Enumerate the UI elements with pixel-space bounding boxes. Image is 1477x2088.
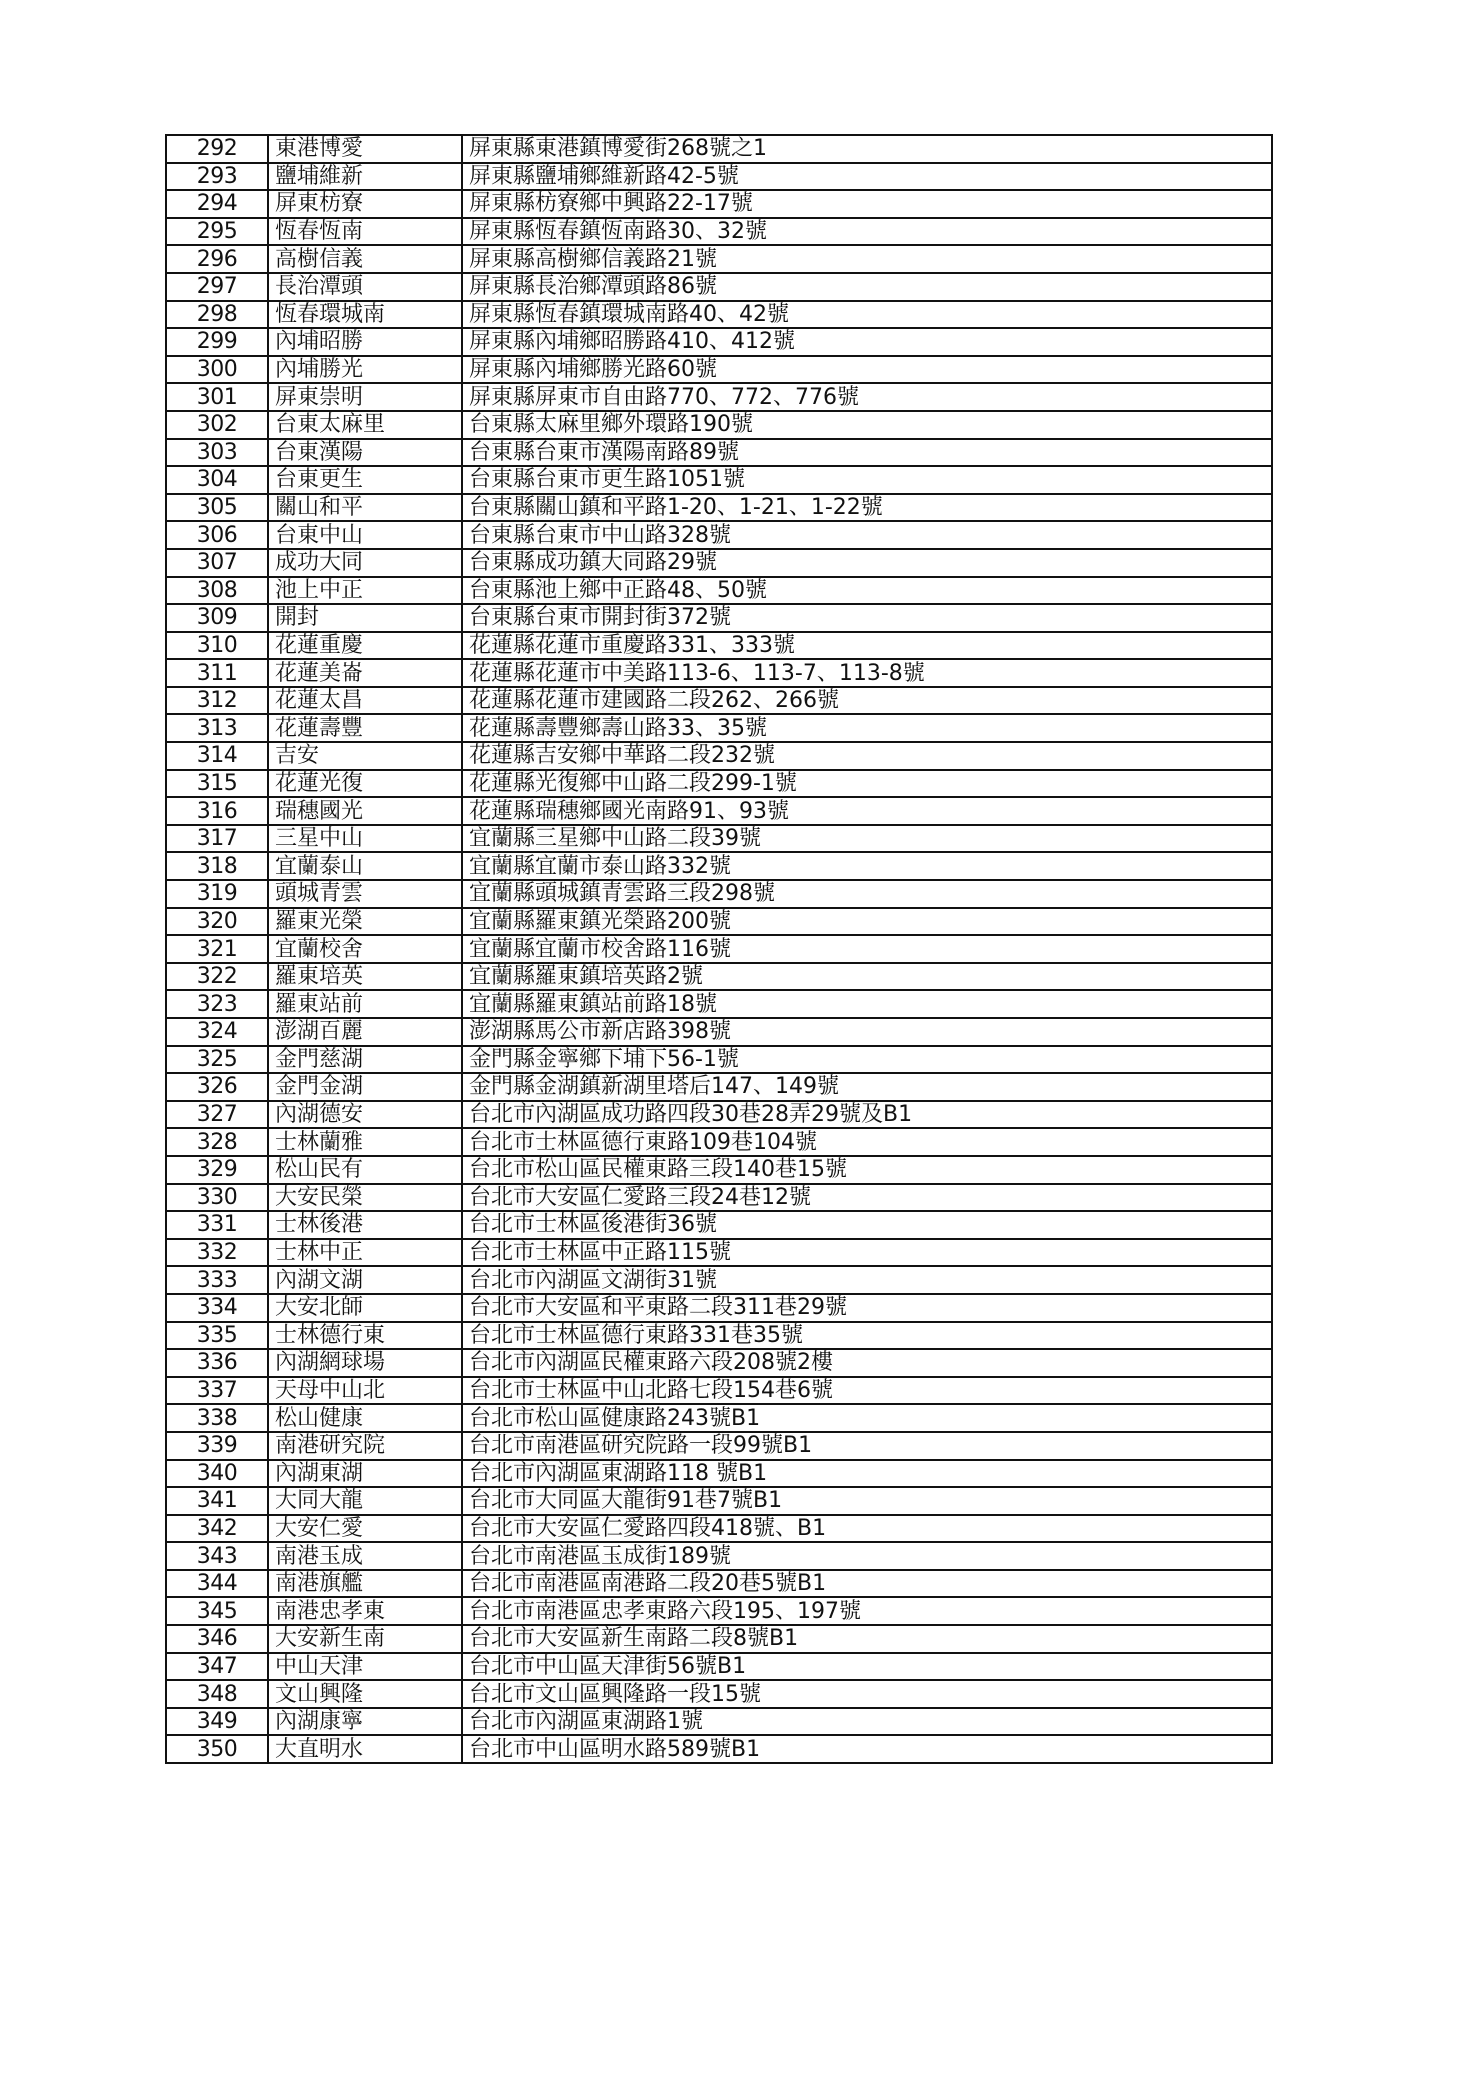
table-row [166, 1322, 1272, 1350]
address-cell: 台北市大同區大龍街91巷7號B1 [462, 1487, 1272, 1515]
address-cell: 台北市大安區仁愛路三段24巷12號 [462, 1184, 1272, 1212]
address-cell: 台東縣成功鎮大同路29號 [462, 549, 1272, 577]
store-name-cell: 士林德行東 [268, 1322, 462, 1350]
table-row [166, 632, 1272, 660]
row-number-cell: 322 [166, 963, 268, 991]
table-row [166, 439, 1272, 467]
store-name-cell: 花蓮光復 [268, 770, 462, 798]
row-number-cell: 295 [166, 218, 268, 246]
store-name-cell: 內湖東湖 [268, 1460, 462, 1488]
address-cell: 台東縣台東市中山路328號 [462, 521, 1272, 549]
store-name-cell: 松山健康 [268, 1404, 462, 1432]
store-name-cell: 台東太麻里 [268, 411, 462, 439]
table-row [166, 328, 1272, 356]
store-name-cell: 鹽埔維新 [268, 163, 462, 191]
store-name-cell: 長治潭頭 [268, 273, 462, 301]
address-cell: 屏東縣內埔鄉勝光路60號 [462, 356, 1272, 384]
row-number-cell: 293 [166, 163, 268, 191]
store-name-cell: 南港玉成 [268, 1542, 462, 1570]
table-row [166, 549, 1272, 577]
store-name-cell: 大直明水 [268, 1735, 462, 1763]
table-row [166, 659, 1272, 687]
row-number-cell: 319 [166, 880, 268, 908]
row-number-cell: 296 [166, 245, 268, 273]
row-number-cell: 323 [166, 990, 268, 1018]
table-row [166, 1128, 1272, 1156]
address-cell: 澎湖縣馬公市新店路398號 [462, 1018, 1272, 1046]
address-cell: 屏東縣恆春鎮環城南路40、42號 [462, 301, 1272, 329]
address-cell: 台東縣台東市開封街372號 [462, 604, 1272, 632]
address-cell: 宜蘭縣羅東鎮站前路18號 [462, 990, 1272, 1018]
table-row [166, 383, 1272, 411]
address-cell: 台北市大安區仁愛路四段418號、B1 [462, 1515, 1272, 1543]
store-name-cell: 內湖康寧 [268, 1708, 462, 1736]
row-number-cell: 316 [166, 797, 268, 825]
address-cell: 宜蘭縣宜蘭市泰山路332號 [462, 852, 1272, 880]
row-number-cell: 307 [166, 549, 268, 577]
row-number-cell: 338 [166, 1404, 268, 1432]
row-number-cell: 334 [166, 1294, 268, 1322]
table-row [166, 1735, 1272, 1763]
table-row [166, 1266, 1272, 1294]
table-row [166, 190, 1272, 218]
row-number-cell: 312 [166, 687, 268, 715]
address-cell: 台北市中山區明水路589號B1 [462, 1735, 1272, 1763]
store-name-cell: 中山天津 [268, 1653, 462, 1681]
row-number-cell: 308 [166, 577, 268, 605]
address-cell: 台北市大安區新生南路二段8號B1 [462, 1625, 1272, 1653]
store-name-cell: 屏東枋寮 [268, 190, 462, 218]
store-name-cell: 宜蘭校舍 [268, 935, 462, 963]
store-name-cell: 恆春恆南 [268, 218, 462, 246]
table-row [166, 1211, 1272, 1239]
store-name-cell: 屏東崇明 [268, 383, 462, 411]
address-cell: 屏東縣恆春鎮恆南路30、32號 [462, 218, 1272, 246]
row-number-cell: 311 [166, 659, 268, 687]
address-cell: 台東縣太麻里鄉外環路190號 [462, 411, 1272, 439]
store-name-cell: 大同大龍 [268, 1487, 462, 1515]
row-number-cell: 336 [166, 1349, 268, 1377]
table-row [166, 1184, 1272, 1212]
table-row [166, 1708, 1272, 1736]
store-name-cell: 士林蘭雅 [268, 1128, 462, 1156]
address-cell: 台北市松山區健康路243號B1 [462, 1404, 1272, 1432]
address-cell: 台東縣池上鄉中正路48、50號 [462, 577, 1272, 605]
store-name-cell: 羅東光榮 [268, 908, 462, 936]
row-number-cell: 294 [166, 190, 268, 218]
row-number-cell: 332 [166, 1239, 268, 1267]
table-row [166, 163, 1272, 191]
table-row [166, 1046, 1272, 1074]
row-number-cell: 345 [166, 1597, 268, 1625]
address-cell: 台東縣台東市更生路1051號 [462, 466, 1272, 494]
address-cell: 花蓮縣瑞穗鄉國光南路91、93號 [462, 797, 1272, 825]
row-number-cell: 344 [166, 1570, 268, 1598]
table-row [166, 1487, 1272, 1515]
store-name-cell: 頭城青雲 [268, 880, 462, 908]
store-name-cell: 文山興隆 [268, 1680, 462, 1708]
table-row [166, 770, 1272, 798]
table-row [166, 218, 1272, 246]
row-number-cell: 304 [166, 466, 268, 494]
table-row [166, 1542, 1272, 1570]
table-row [166, 494, 1272, 522]
address-cell: 屏東縣屏東市自由路770、772、776號 [462, 383, 1272, 411]
table-row [166, 1597, 1272, 1625]
table-row [166, 1404, 1272, 1432]
address-cell: 台北市內湖區東湖路118 號B1 [462, 1460, 1272, 1488]
table-row [166, 1294, 1272, 1322]
row-number-cell: 321 [166, 935, 268, 963]
table-row [166, 301, 1272, 329]
store-name-cell: 東港博愛 [268, 135, 462, 163]
row-number-cell: 333 [166, 1266, 268, 1294]
row-number-cell: 330 [166, 1184, 268, 1212]
row-number-cell: 309 [166, 604, 268, 632]
address-cell: 台北市士林區中正路115號 [462, 1239, 1272, 1267]
store-name-cell: 南港旗艦 [268, 1570, 462, 1598]
row-number-cell: 292 [166, 135, 268, 163]
table-row [166, 273, 1272, 301]
store-name-cell: 內湖文湖 [268, 1266, 462, 1294]
table-row [166, 687, 1272, 715]
address-cell: 宜蘭縣羅東鎮培英路2號 [462, 963, 1272, 991]
store-name-cell: 恆春環城南 [268, 301, 462, 329]
address-cell: 台東縣台東市漢陽南路89號 [462, 439, 1272, 467]
table-row [166, 797, 1272, 825]
row-number-cell: 347 [166, 1653, 268, 1681]
row-number-cell: 346 [166, 1625, 268, 1653]
table-row [166, 1653, 1272, 1681]
address-cell: 台北市松山區民權東路三段140巷15號 [462, 1156, 1272, 1184]
table-row [166, 963, 1272, 991]
table-row [166, 1432, 1272, 1460]
row-number-cell: 325 [166, 1046, 268, 1074]
table-row [166, 1625, 1272, 1653]
table-row [166, 880, 1272, 908]
address-cell: 金門縣金湖鎮新湖里塔后147、149號 [462, 1073, 1272, 1101]
address-cell: 台北市士林區後港街36號 [462, 1211, 1272, 1239]
row-number-cell: 305 [166, 494, 268, 522]
store-name-cell: 金門金湖 [268, 1073, 462, 1101]
address-cell: 花蓮縣花蓮市建國路二段262、266號 [462, 687, 1272, 715]
store-name-cell: 內湖網球場 [268, 1349, 462, 1377]
row-number-cell: 301 [166, 383, 268, 411]
table-row [166, 245, 1272, 273]
address-cell: 台北市內湖區文湖街31號 [462, 1266, 1272, 1294]
row-number-cell: 314 [166, 742, 268, 770]
store-name-cell: 內埔昭勝 [268, 328, 462, 356]
store-name-cell: 內湖德安 [268, 1101, 462, 1129]
address-cell: 屏東縣內埔鄉昭勝路410、412號 [462, 328, 1272, 356]
address-cell: 花蓮縣花蓮市重慶路331、333號 [462, 632, 1272, 660]
store-name-cell: 池上中正 [268, 577, 462, 605]
address-cell: 台北市南港區忠孝東路六段195、197號 [462, 1597, 1272, 1625]
row-number-cell: 337 [166, 1377, 268, 1405]
table-row [166, 714, 1272, 742]
row-number-cell: 300 [166, 356, 268, 384]
table-row [166, 1239, 1272, 1267]
table-row [166, 1349, 1272, 1377]
row-number-cell: 306 [166, 521, 268, 549]
table-row [166, 935, 1272, 963]
store-name-cell: 花蓮美崙 [268, 659, 462, 687]
address-cell: 花蓮縣花蓮市中美路113-6、113-7、113-8號 [462, 659, 1272, 687]
table-row [166, 604, 1272, 632]
store-name-cell: 宜蘭泰山 [268, 852, 462, 880]
store-name-cell: 天母中山北 [268, 1377, 462, 1405]
table-row [166, 356, 1272, 384]
table-row [166, 466, 1272, 494]
store-name-cell: 花蓮壽豐 [268, 714, 462, 742]
address-cell: 宜蘭縣羅東鎮光榮路200號 [462, 908, 1272, 936]
address-cell: 台北市中山區天津街56號B1 [462, 1653, 1272, 1681]
table-row [166, 1460, 1272, 1488]
row-number-cell: 342 [166, 1515, 268, 1543]
table-row [166, 908, 1272, 936]
address-cell: 宜蘭縣宜蘭市校舍路116號 [462, 935, 1272, 963]
store-name-cell: 南港忠孝東 [268, 1597, 462, 1625]
table-row [166, 1101, 1272, 1129]
row-number-cell: 324 [166, 1018, 268, 1046]
row-number-cell: 340 [166, 1460, 268, 1488]
table-row [166, 990, 1272, 1018]
store-name-cell: 大安民榮 [268, 1184, 462, 1212]
row-number-cell: 331 [166, 1211, 268, 1239]
table-row [166, 1018, 1272, 1046]
store-name-cell: 開封 [268, 604, 462, 632]
row-number-cell: 335 [166, 1322, 268, 1350]
store-name-cell: 羅東站前 [268, 990, 462, 1018]
store-name-cell: 台東更生 [268, 466, 462, 494]
store-name-cell: 台東漢陽 [268, 439, 462, 467]
row-number-cell: 349 [166, 1708, 268, 1736]
address-cell: 宜蘭縣三星鄉中山路二段39號 [462, 825, 1272, 853]
store-name-cell: 吉安 [268, 742, 462, 770]
table-row [166, 852, 1272, 880]
store-name-cell: 大安仁愛 [268, 1515, 462, 1543]
address-cell: 台北市文山區興隆路一段15號 [462, 1680, 1272, 1708]
table-row [166, 1515, 1272, 1543]
table-row [166, 1680, 1272, 1708]
address-cell: 屏東縣枋寮鄉中興路22-17號 [462, 190, 1272, 218]
table-row [166, 1570, 1272, 1598]
table-row [166, 521, 1272, 549]
row-number-cell: 298 [166, 301, 268, 329]
address-cell: 台東縣關山鎮和平路1-20、1-21、1-22號 [462, 494, 1272, 522]
address-cell: 台北市士林區德行東路331巷35號 [462, 1322, 1272, 1350]
row-number-cell: 302 [166, 411, 268, 439]
store-name-cell: 松山民有 [268, 1156, 462, 1184]
store-name-cell: 花蓮太昌 [268, 687, 462, 715]
store-name-cell: 台東中山 [268, 521, 462, 549]
address-cell: 屏東縣鹽埔鄉維新路42-5號 [462, 163, 1272, 191]
store-name-cell: 南港研究院 [268, 1432, 462, 1460]
address-cell: 台北市內湖區東湖路1號 [462, 1708, 1272, 1736]
row-number-cell: 348 [166, 1680, 268, 1708]
store-name-cell: 士林中正 [268, 1239, 462, 1267]
row-number-cell: 339 [166, 1432, 268, 1460]
address-cell: 花蓮縣壽豐鄉壽山路33、35號 [462, 714, 1272, 742]
table-row [166, 577, 1272, 605]
address-cell: 台北市南港區研究院路一段99號B1 [462, 1432, 1272, 1460]
address-cell: 宜蘭縣頭城鎮青雲路三段298號 [462, 880, 1272, 908]
table-body [166, 135, 1272, 1763]
address-cell: 台北市大安區和平東路二段311巷29號 [462, 1294, 1272, 1322]
row-number-cell: 341 [166, 1487, 268, 1515]
row-number-cell: 303 [166, 439, 268, 467]
address-cell: 屏東縣高樹鄉信義路21號 [462, 245, 1272, 273]
table-row [166, 742, 1272, 770]
store-name-cell: 內埔勝光 [268, 356, 462, 384]
address-cell: 台北市士林區中山北路七段154巷6號 [462, 1377, 1272, 1405]
row-number-cell: 320 [166, 908, 268, 936]
table-row [166, 135, 1272, 163]
address-cell: 花蓮縣光復鄉中山路二段299-1號 [462, 770, 1272, 798]
store-name-cell: 大安北師 [268, 1294, 462, 1322]
store-name-cell: 高樹信義 [268, 245, 462, 273]
row-number-cell: 317 [166, 825, 268, 853]
store-name-cell: 士林後港 [268, 1211, 462, 1239]
store-name-cell: 澎湖百麗 [268, 1018, 462, 1046]
row-number-cell: 299 [166, 328, 268, 356]
address-cell: 屏東縣東港鎮博愛街268號之1 [462, 135, 1272, 163]
address-cell: 台北市內湖區民權東路六段208號2樓 [462, 1349, 1272, 1377]
store-name-cell: 金門慈湖 [268, 1046, 462, 1074]
store-name-cell: 花蓮重慶 [268, 632, 462, 660]
address-cell: 台北市內湖區成功路四段30巷28弄29號及B1 [462, 1101, 1272, 1129]
table-row [166, 1156, 1272, 1184]
row-number-cell: 343 [166, 1542, 268, 1570]
row-number-cell: 315 [166, 770, 268, 798]
address-cell: 花蓮縣吉安鄉中華路二段232號 [462, 742, 1272, 770]
row-number-cell: 329 [166, 1156, 268, 1184]
address-cell: 金門縣金寧鄉下埔下56-1號 [462, 1046, 1272, 1074]
address-cell: 台北市南港區南港路二段20巷5號B1 [462, 1570, 1272, 1598]
table-row [166, 1073, 1272, 1101]
row-number-cell: 313 [166, 714, 268, 742]
table-row [166, 825, 1272, 853]
row-number-cell: 297 [166, 273, 268, 301]
store-name-cell: 關山和平 [268, 494, 462, 522]
address-cell: 台北市南港區玉成街189號 [462, 1542, 1272, 1570]
store-name-cell: 三星中山 [268, 825, 462, 853]
location-address-table [165, 134, 1273, 1764]
table-row [166, 411, 1272, 439]
row-number-cell: 327 [166, 1101, 268, 1129]
store-name-cell: 成功大同 [268, 549, 462, 577]
store-name-cell: 羅東培英 [268, 963, 462, 991]
row-number-cell: 318 [166, 852, 268, 880]
store-name-cell: 瑞穗國光 [268, 797, 462, 825]
address-cell: 屏東縣長治鄉潭頭路86號 [462, 273, 1272, 301]
table-row [166, 1377, 1272, 1405]
row-number-cell: 310 [166, 632, 268, 660]
row-number-cell: 326 [166, 1073, 268, 1101]
row-number-cell: 350 [166, 1735, 268, 1763]
row-number-cell: 328 [166, 1128, 268, 1156]
address-cell: 台北市士林區德行東路109巷104號 [462, 1128, 1272, 1156]
store-name-cell: 大安新生南 [268, 1625, 462, 1653]
